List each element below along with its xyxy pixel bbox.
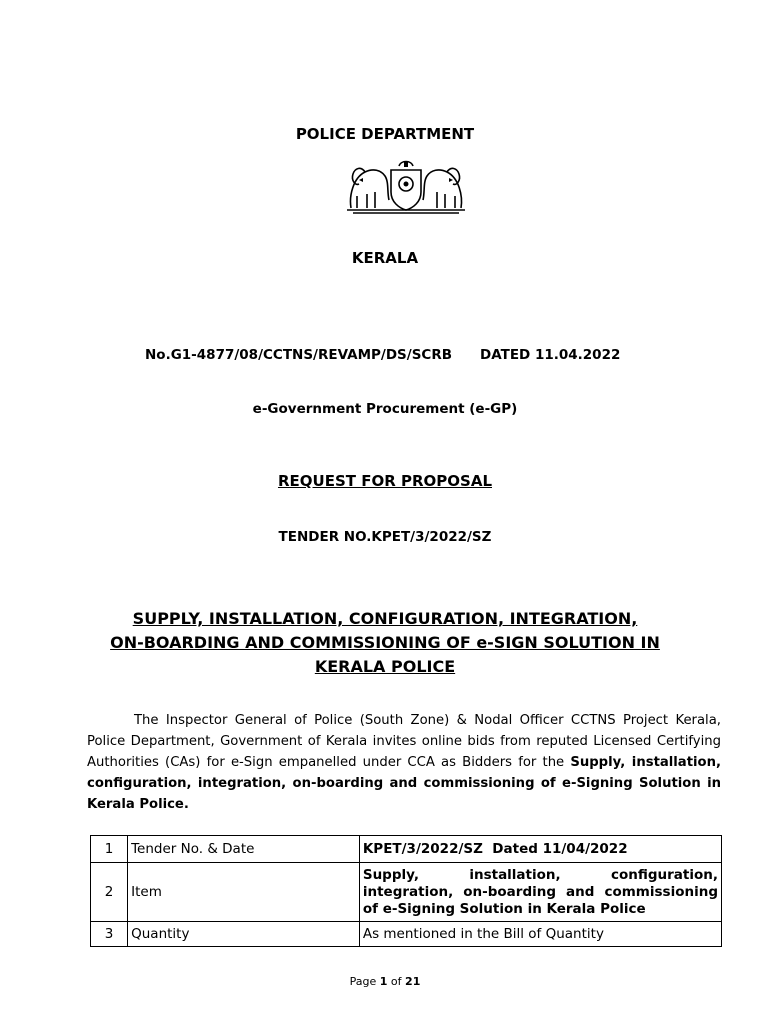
subject-line: KERALA POLICE [314, 657, 456, 676]
page-total: 21 [405, 975, 421, 988]
tender-number: TENDER NO.KPET/3/2022/SZ [278, 529, 492, 545]
reference-number: No.G1-4877/08/CCTNS/REVAMP/DS/SCRB [145, 347, 453, 363]
intro-text: The Inspector General of Police (South Zone) & Nodal Officer CCTNS Project Kerala, Police Department, Government of Kerala invites online bids from reputed Licensed Certifying Authorities (CAs) for e-Sign empanelled under CCA as Bidders for the [87, 713, 721, 770]
intro-paragraph [87, 710, 721, 815]
subject-heading [0, 607, 770, 679]
department-title: POLICE DEPARTMENT [295, 125, 475, 143]
page-footer [0, 975, 770, 988]
row-label: Quantity [128, 922, 360, 947]
table-row [91, 863, 722, 922]
page-prefix: Page [349, 975, 380, 988]
row-value: Supply, installation, configuration, integration, on-boarding and commissioning of e-Signing Solution in Kerala Police [359, 863, 721, 922]
row-number: 3 [91, 922, 128, 947]
row-value: KPET/3/2022/SZ Dated 11/04/2022 [359, 836, 721, 863]
tender-info-table [90, 835, 722, 947]
row-number: 1 [91, 836, 128, 863]
kerala-state-emblem-icon [343, 156, 469, 216]
procurement-title: e-Government Procurement (e-GP) [252, 401, 518, 417]
intro-bold-text: Supply, installation, configuration, integration, on-boarding and commissioning of e-Signing Solution in Kerala Police. [87, 755, 721, 812]
reference-date: DATED 11.04.2022 [480, 347, 621, 363]
row-value: As mentioned in the Bill of Quantity [359, 922, 721, 947]
subject-line: SUPPLY, INSTALLATION, CONFIGURATION, INTEGRATION, [132, 609, 638, 628]
page-current: 1 [379, 975, 388, 988]
document-type-title: REQUEST FOR PROPOSAL [277, 472, 492, 490]
state-title: KERALA [351, 249, 419, 267]
table-row [91, 836, 722, 863]
row-number: 2 [91, 863, 128, 922]
row-label: Tender No. & Date [128, 836, 360, 863]
subject-line: ON-BOARDING AND COMMISSIONING OF e-SIGN SOLUTION IN [110, 633, 660, 652]
page-of: of [387, 975, 406, 988]
reference-line [145, 347, 620, 363]
table-row [91, 922, 722, 947]
row-label: Item [128, 863, 360, 922]
